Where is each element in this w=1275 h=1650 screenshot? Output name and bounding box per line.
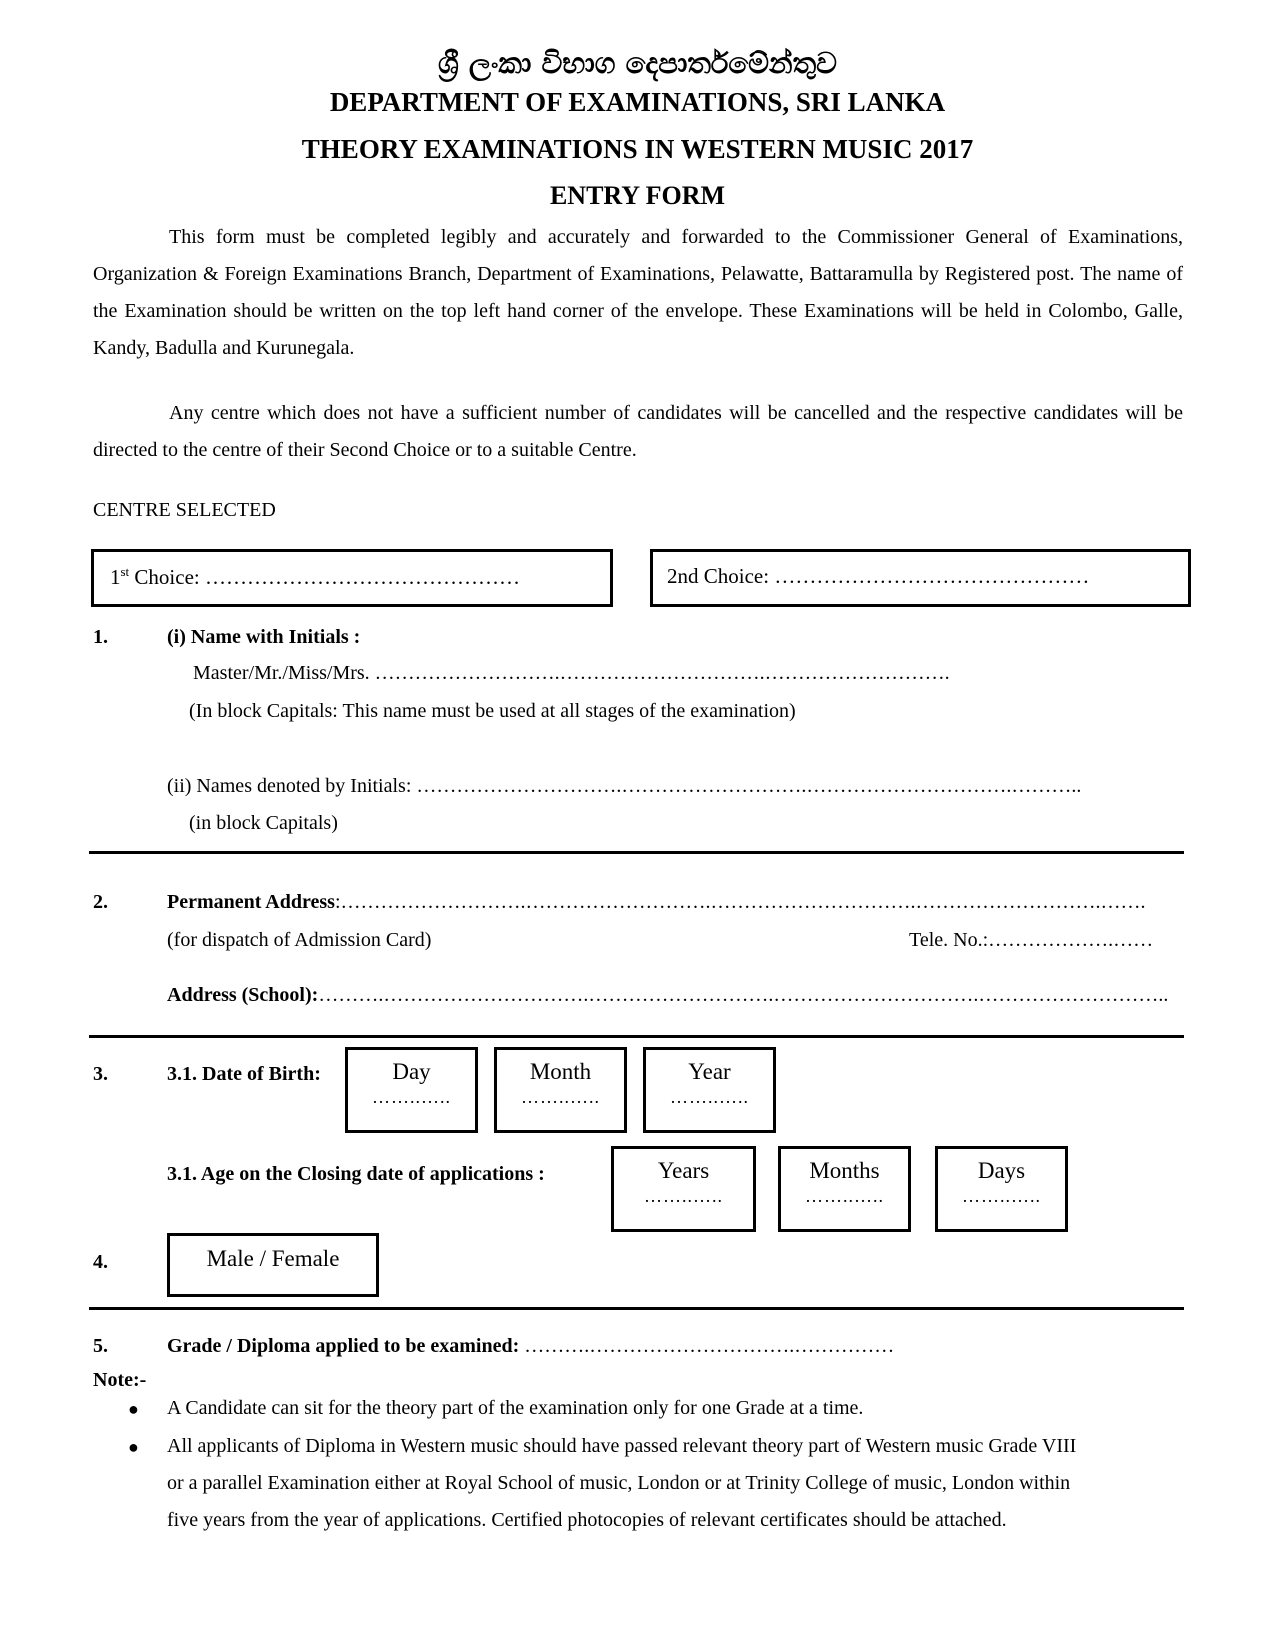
age-months-box[interactable] bbox=[778, 1146, 911, 1232]
dob-month-dots: ……..….. bbox=[521, 1087, 600, 1107]
section-divider-1 bbox=[89, 851, 1184, 854]
form-title: ENTRY FORM bbox=[549, 181, 726, 210]
section-1-number: 1. bbox=[93, 626, 108, 648]
permanent-address-field[interactable] bbox=[167, 891, 1146, 914]
block-capitals-note-2: (in block Capitals) bbox=[189, 812, 338, 834]
first-choice-label: Choice: ……………………………………… bbox=[129, 565, 520, 589]
section-divider-3 bbox=[89, 1307, 1184, 1310]
department-title: DEPARTMENT OF EXAMINATIONS, SRI LANKA bbox=[329, 87, 946, 117]
note-bullet-2: ● bbox=[128, 1437, 139, 1457]
age-years-label: Years bbox=[657, 1158, 710, 1183]
age-years-box[interactable] bbox=[611, 1146, 756, 1232]
grade-diploma-label: Grade / Diploma applied to be examined: bbox=[167, 1335, 520, 1357]
name-with-initials-label: (i) Name with Initials : bbox=[167, 626, 361, 648]
age-months-dots: ……..….. bbox=[805, 1186, 884, 1206]
section-2-number: 2. bbox=[93, 891, 108, 913]
grade-diploma-dots: ……….………………………….…………… bbox=[524, 1335, 895, 1357]
first-choice-num: 1 bbox=[110, 565, 121, 589]
note-2-line-3: five years from the year of applications. Certified photocopies of relevant certificates should be attached. bbox=[167, 1509, 1007, 1531]
dob-day-label: Day bbox=[392, 1059, 431, 1084]
sinhala-title: ශ්‍රී ලංකා විභාග දෙපාර්තමේන්තුව bbox=[438, 46, 837, 80]
school-address-dots: ……….………………………….……………………….………………………….……………………….. bbox=[318, 984, 1169, 1006]
note-2-line-2: or a parallel Examination either at Royal School of music, London or at Trinity College of music, London within bbox=[167, 1472, 1071, 1494]
dispatch-note: (for dispatch of Admission Card) bbox=[167, 929, 432, 951]
names-denoted-field[interactable]: (ii) Names denoted by Initials: ………………………….……………………….………………………….……….. bbox=[167, 775, 1082, 797]
permanent-address-label: Permanent Address bbox=[167, 891, 335, 913]
dob-year-box[interactable] bbox=[643, 1047, 776, 1133]
note-heading: Note:- bbox=[93, 1369, 147, 1391]
dob-month-box[interactable] bbox=[494, 1047, 627, 1133]
section-3-number: 3. bbox=[93, 1063, 108, 1085]
school-address-field[interactable] bbox=[167, 984, 1168, 1007]
name-with-initials-field[interactable]: Master/Mr./Miss/Mrs. ……………………….………………………….………………………. bbox=[193, 662, 950, 684]
section-4-number: 4. bbox=[93, 1251, 108, 1273]
age-months-label: Months bbox=[809, 1158, 880, 1183]
instructions-paragraph-1: This form must be completed legibly and accurately and forwarded to the Commissioner General of Examinations, Organization & Foreign Examinations Branch, Department of Examinations, Pelawatte, Battaramulla by Registered post. The name of the Examination should be written on the top left hand corner of the envelope. These Examinations will be held in Colombo, Galle, Kandy, Badulla and Kurunegala. bbox=[93, 226, 1183, 359]
exam-title: THEORY EXAMINATIONS IN WESTERN MUSIC 2017 bbox=[301, 134, 974, 164]
telephone-field[interactable]: Tele. No.:……………….…… bbox=[909, 929, 1154, 951]
section-divider-2 bbox=[89, 1035, 1184, 1038]
gender-box[interactable] bbox=[167, 1233, 379, 1297]
second-choice-field[interactable] bbox=[650, 549, 1191, 607]
permanent-address-dots: :……………………….……………………….………………………….……………………….……. bbox=[334, 891, 1146, 913]
dob-month-label: Month bbox=[529, 1059, 592, 1084]
note-bullet-1: ● bbox=[128, 1399, 139, 1419]
dob-year-dots: ……..….. bbox=[670, 1087, 749, 1107]
dob-day-dots: ……..….. bbox=[372, 1087, 451, 1107]
second-choice-label: 2nd Choice: ……………………………………… bbox=[667, 564, 1090, 588]
gender-label: Male / Female bbox=[206, 1246, 340, 1271]
age-years-dots: ……..….. bbox=[644, 1186, 723, 1206]
note-1: A Candidate can sit for the theory part of the examination only for one Grade at a time. bbox=[167, 1397, 864, 1419]
age-days-box[interactable] bbox=[935, 1146, 1068, 1232]
dob-year-label: Year bbox=[688, 1059, 731, 1084]
block-capitals-note: (In block Capitals: This name must be used at all stages of the examination) bbox=[189, 700, 796, 722]
school-address-label: Address (School): bbox=[167, 984, 319, 1006]
age-on-closing-label: 3.1. Age on the Closing date of applications : bbox=[167, 1163, 545, 1185]
first-choice-field[interactable] bbox=[91, 549, 613, 607]
section-5-number: 5. bbox=[93, 1335, 108, 1357]
grade-diploma-field[interactable] bbox=[167, 1335, 894, 1358]
centre-selected-heading: CENTRE SELECTED bbox=[93, 499, 276, 521]
note-2-line-1: All applicants of Diploma in Western music should have passed relevant theory part of Western music Grade VIII bbox=[167, 1435, 1077, 1457]
age-days-label: Days bbox=[977, 1158, 1026, 1183]
age-days-dots: ……..….. bbox=[962, 1186, 1041, 1206]
date-of-birth-label: 3.1. Date of Birth: bbox=[167, 1063, 321, 1085]
first-choice-sup: st bbox=[120, 564, 130, 579]
dob-day-box[interactable] bbox=[345, 1047, 478, 1133]
instructions-paragraph-2: Any centre which does not have a sufficient number of candidates will be cancelled and the respective candidates will be directed to the centre of their Second Choice or to a suitable Centre. bbox=[93, 402, 1183, 461]
